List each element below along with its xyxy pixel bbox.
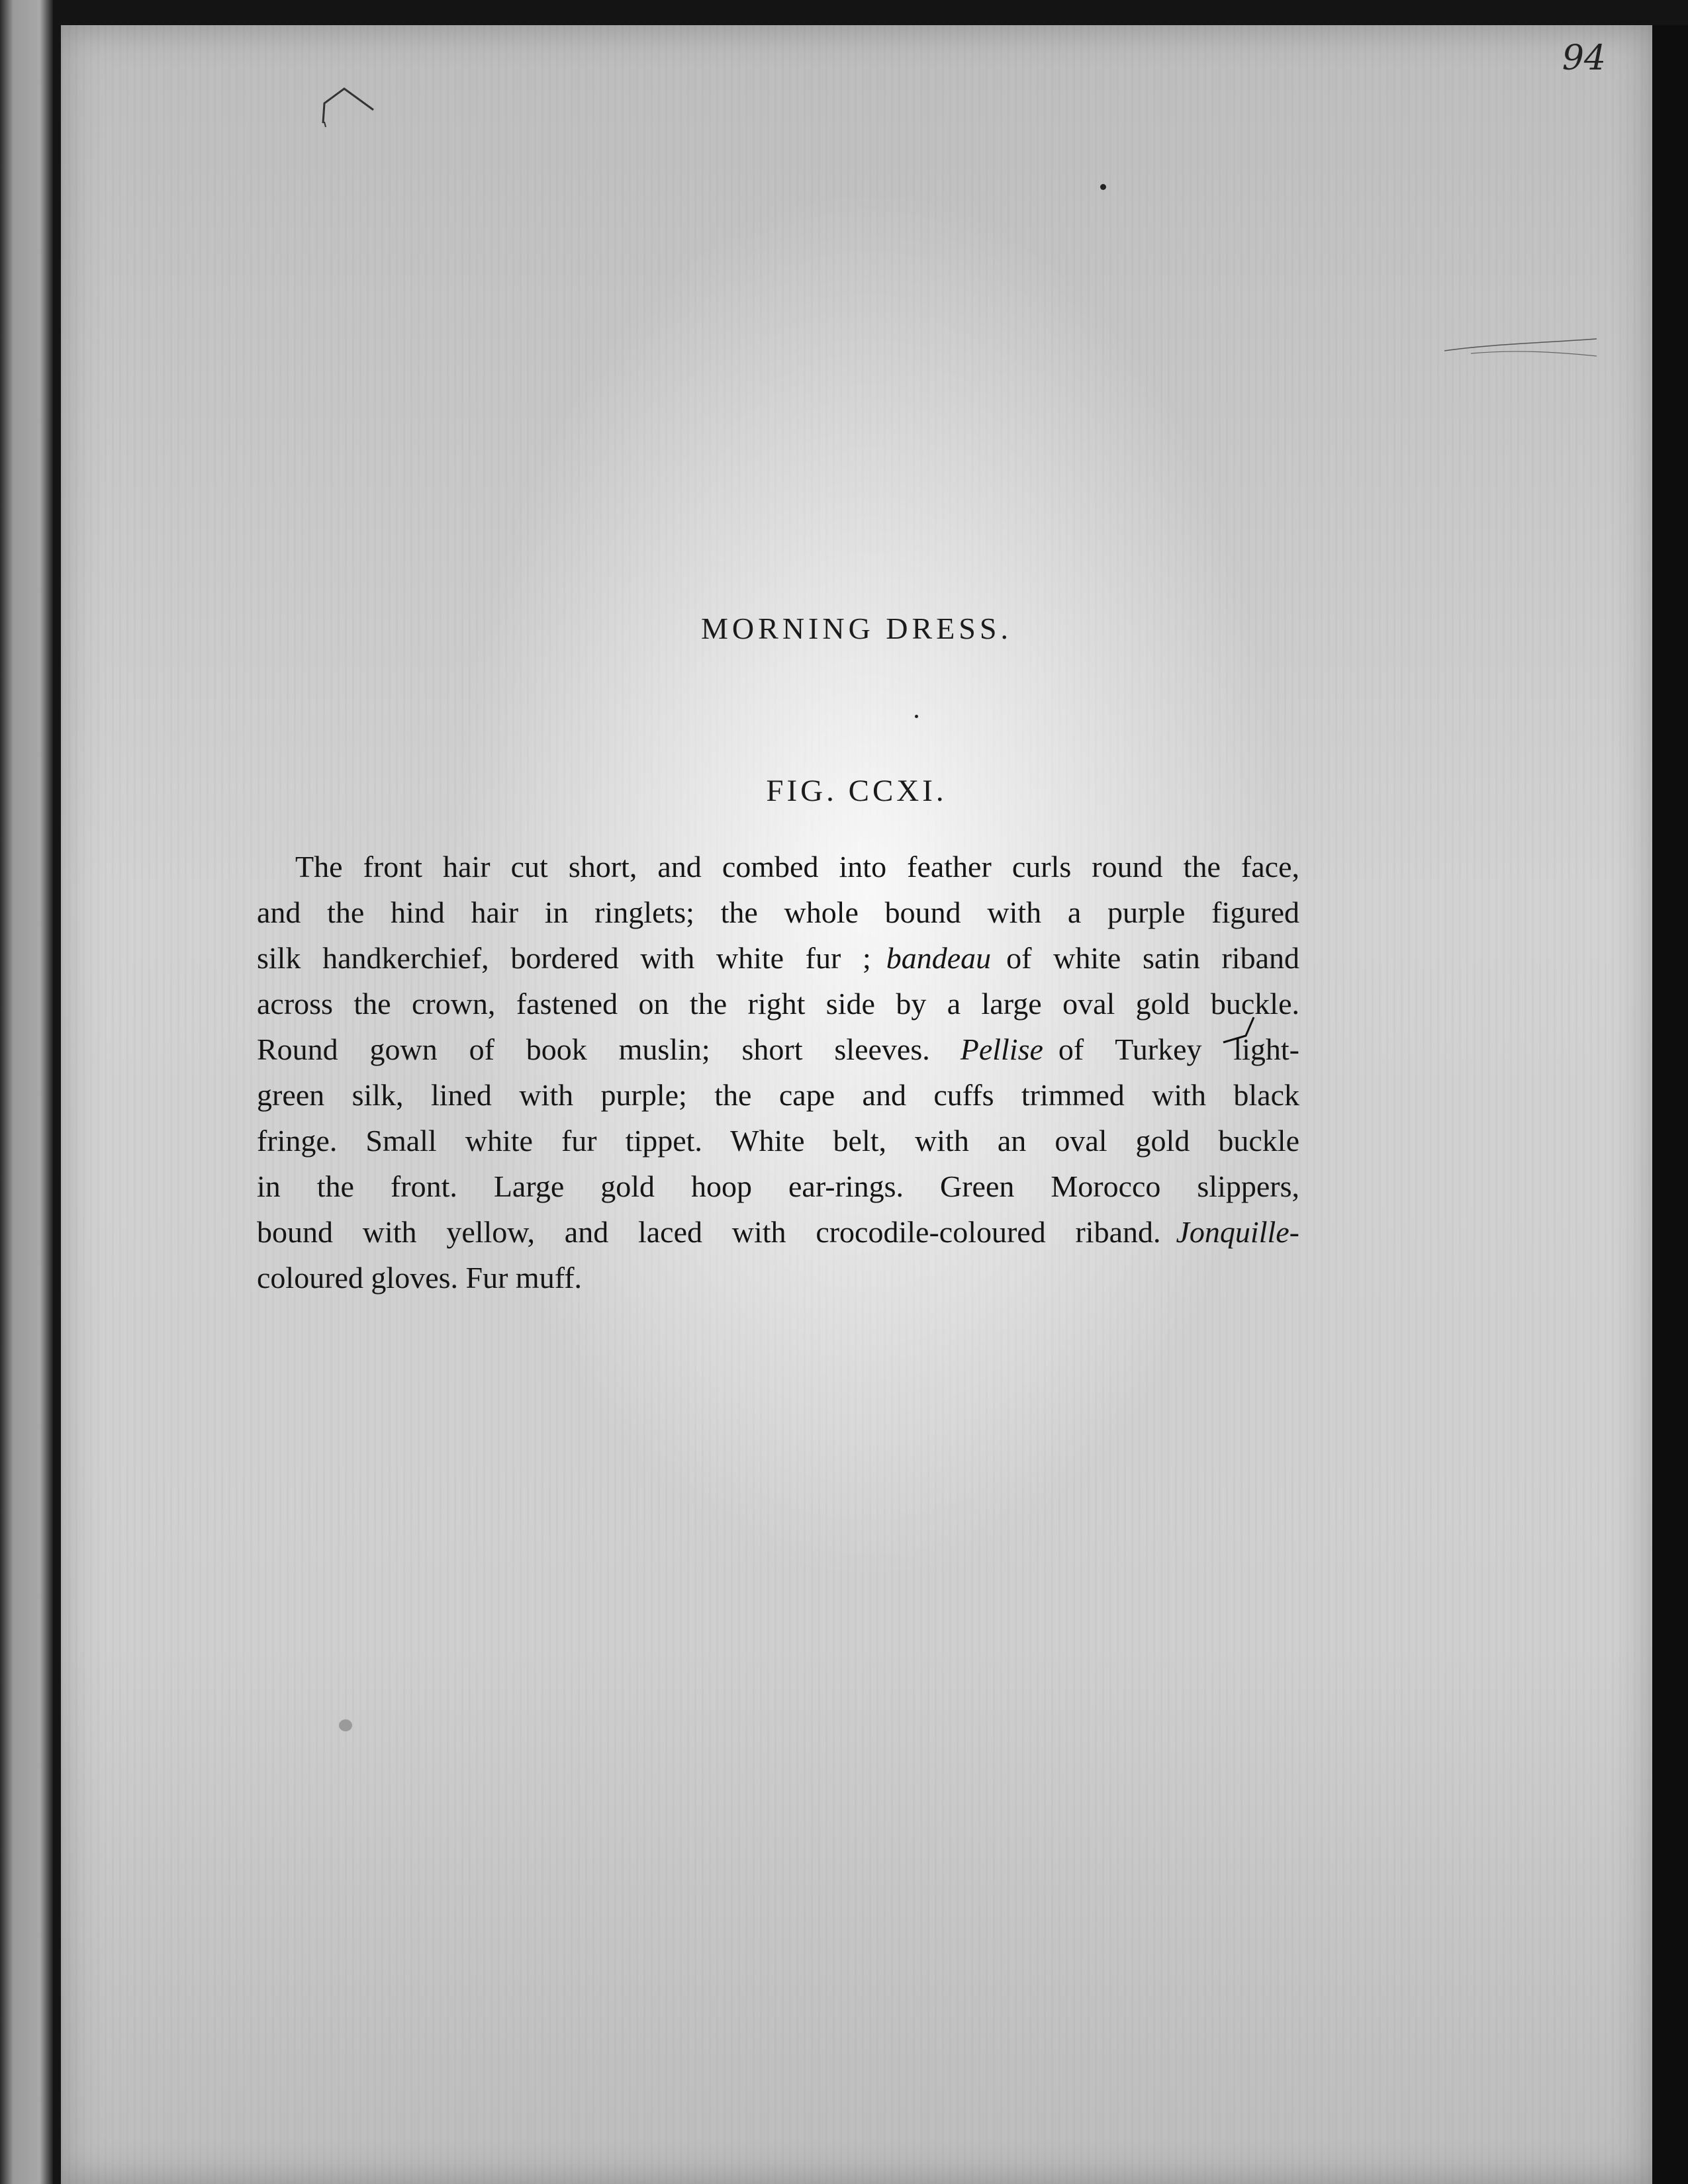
text-line: across the crown, fastened on the right side by a large oval gold buckle. (257, 987, 1299, 1021)
adjacent-page-edge (0, 0, 53, 2184)
text-segment: Round gown of book muslin; short sleeves. (257, 1032, 930, 1066)
corner-pencil-mark (318, 83, 377, 136)
text-line: The front hair cut short, and combed into feather curls round the face, (295, 850, 1299, 884)
text-line: and the hind hair in ringlets; the whole bound with a purple figured (257, 895, 1299, 929)
text-line: fringe. Small white fur tippet. White belt, with an oval gold buckle (257, 1124, 1299, 1158)
text-line: coloured gloves. Fur muff. (257, 1261, 583, 1295)
text-line: in the front. Large gold hoop ear-rings. Green Morocco slippers, (257, 1169, 1299, 1203)
paper-scratch (1444, 336, 1597, 363)
text-line (257, 935, 1299, 981)
ink-speck (339, 1719, 352, 1731)
text-segment: of Turkey light- (1058, 1032, 1299, 1066)
scan-border (1652, 25, 1688, 2184)
italic-term: Jonquille- (1176, 1215, 1299, 1249)
description-paragraph (257, 844, 1299, 1300)
text-segment: bound with yellow, and laced with crocodile-coloured riband. (257, 1215, 1161, 1249)
folio-number: 94 (1562, 38, 1606, 78)
text-line (257, 1026, 1299, 1072)
page-sheet (61, 25, 1652, 2184)
figure-heading: FIG. CCXI. (766, 774, 947, 808)
handwritten-correction-mark (1219, 1013, 1259, 1053)
text-segment: silk handkerchief, bordered with white fur ; (257, 941, 871, 975)
ink-speck (915, 715, 918, 718)
text-line: green silk, lined with purple; the cape and cuffs trimmed with black (257, 1078, 1299, 1112)
page-title: MORNING DRESS. (701, 612, 1012, 645)
italic-term: bandeau (886, 941, 992, 975)
text-segment: of white satin riband (1006, 941, 1299, 975)
ink-speck (1100, 184, 1106, 190)
italic-term: Pellise (960, 1032, 1043, 1066)
text-line (257, 1209, 1299, 1255)
